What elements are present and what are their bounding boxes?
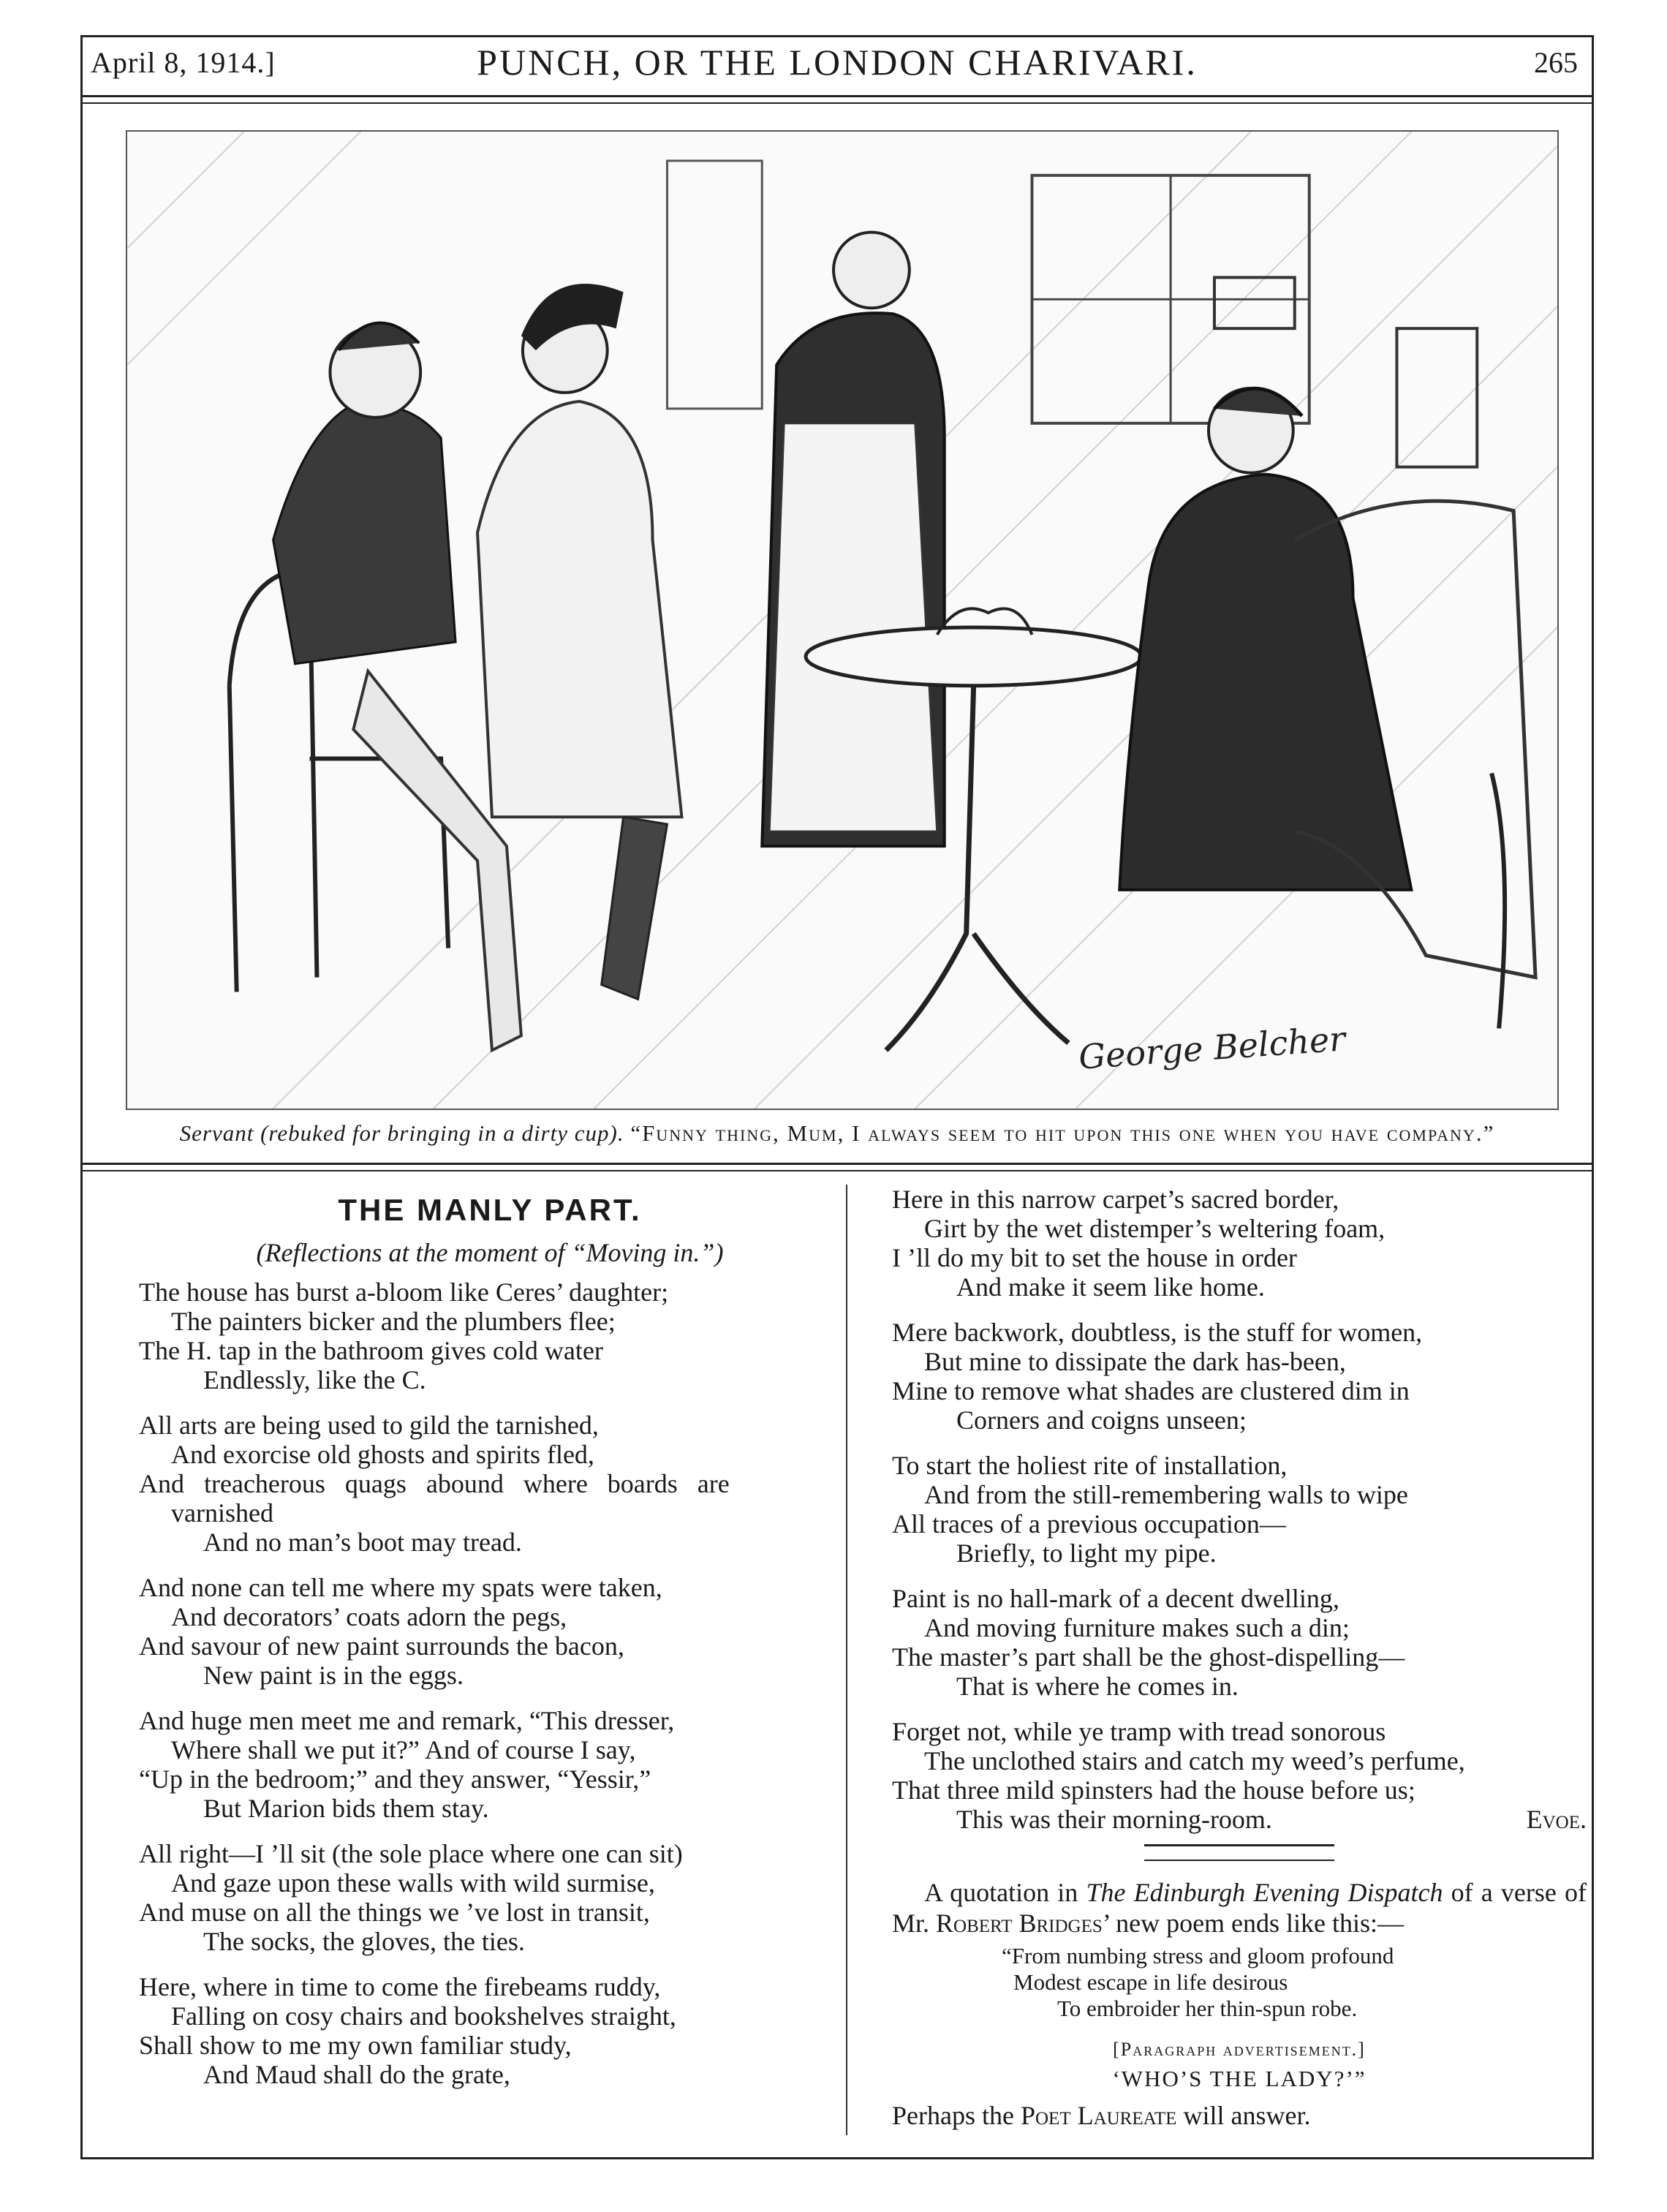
poem-line: Here in this narrow carpet’s sacred border, xyxy=(892,1185,1339,1214)
paragraph-text: will answer. xyxy=(1176,2101,1311,2130)
poem-stanza xyxy=(892,1584,1587,1701)
paragraph-text: Perhaps the xyxy=(892,2101,1021,2130)
poem-line: New paint is in the eggs. xyxy=(203,1661,464,1690)
poem-line: Girt by the wet distemper’s weltering foam, xyxy=(924,1214,1386,1243)
cartoon-drawing-icon xyxy=(127,132,1557,1109)
cartoon-caption xyxy=(80,1120,1594,1147)
column-divider xyxy=(846,1185,847,2135)
issue-date: April 8, 1914.] xyxy=(91,46,276,79)
poem-line: Shall show to me my own familiar study, xyxy=(139,2031,572,2060)
poem-stanza xyxy=(139,1411,841,1557)
poem-line: And exorcise old ghosts and spirits fled, xyxy=(171,1440,594,1469)
page-number: 265 xyxy=(1534,46,1578,79)
poem-stanza xyxy=(892,1451,1587,1568)
paragraph-text: A quotation in xyxy=(924,1878,1086,1907)
page-header xyxy=(80,38,1594,94)
poem-line: And from the still-remembering walls to wipe xyxy=(924,1480,1408,1509)
poem-line: And huge men meet me and remark, “This dresser, xyxy=(139,1706,675,1735)
poem-stanza xyxy=(139,1972,841,2089)
poem-line: Paint is no hall-mark of a decent dwelling, xyxy=(892,1584,1339,1613)
quotation-paragraph xyxy=(892,1877,1587,1939)
caption-quote: “Funny thing, Mum, I always seem to hit upon this one when you have company.” xyxy=(630,1120,1495,1146)
poem-author: Evoe. xyxy=(1526,1805,1587,1834)
poem-stanza xyxy=(139,1277,841,1394)
artist-signature: George Belcher xyxy=(1077,1019,1347,1077)
poet-name: Robert Bridges xyxy=(936,1909,1103,1938)
poem-line: And moving furniture makes such a din; xyxy=(924,1613,1350,1642)
poem-line: But Marion bids them stay. xyxy=(203,1794,489,1823)
caption-rule-lower xyxy=(82,1170,1592,1171)
poem-line: The house has burst a-bloom like Ceres’ daughter; xyxy=(139,1277,669,1307)
poem-line: Forget not, while ye tramp with tread sonorous xyxy=(892,1717,1386,1746)
poem-line: Corners and coigns unseen; xyxy=(956,1405,1247,1435)
poem-line: Falling on cosy chairs and bookshelves straight, xyxy=(171,2001,676,2031)
poem-line: All right—I ’ll sit (the sole place where one can sit) xyxy=(139,1839,683,1868)
poem-line: And none can tell me where my spats were taken, xyxy=(139,1573,662,1602)
poem-line: Where shall we put it?” And of course I say, xyxy=(171,1735,636,1764)
poem-line: Here, where in time to come the firebeams ruddy, xyxy=(139,1972,661,2001)
poem-line: The painters bicker and the plumbers flee; xyxy=(171,1307,616,1336)
poem-subtitle: (Reflections at the moment of “Moving in.”) xyxy=(256,1238,724,1267)
final-line-with-signature xyxy=(892,1805,1587,1834)
poem-line: And muse on all the things we ’ve lost in transit, xyxy=(139,1898,650,1927)
poem-line: “Up in the bedroom;” and they answer, “Yessir,” xyxy=(139,1764,651,1794)
paragraph-text: of a verse of Mr. xyxy=(892,1878,1587,1938)
poem-line: The master’s part shall be the ghost-dispelling— xyxy=(892,1642,1405,1672)
poem-column-right xyxy=(892,1185,1587,2130)
poem-line: To start the holiest rite of installation, xyxy=(892,1451,1288,1480)
header-rule xyxy=(82,95,1592,97)
poem-line: And no man’s boot may tread. xyxy=(203,1528,522,1557)
poem-stanza xyxy=(139,1573,841,1690)
poem-line: The unclothed stairs and catch my weed’s perfume, xyxy=(924,1746,1465,1775)
poem-line: But mine to dissipate the dark has-been, xyxy=(924,1347,1346,1376)
poem-line: Endlessly, like the C. xyxy=(203,1365,426,1394)
poem-line: Briefly, to light my pipe. xyxy=(956,1539,1217,1568)
section-separator xyxy=(1144,1844,1334,1846)
caption-speaker: Servant (rebuked for bringing in a dirty cup). xyxy=(179,1120,624,1146)
poem-line: All traces of a previous occupation— xyxy=(892,1509,1286,1539)
poem-line: The socks, the gloves, the ties. xyxy=(203,1927,525,1956)
paragraph-text: ’ new poem ends like this:— xyxy=(1102,1909,1405,1938)
poem-line: And savour of new paint surrounds the bacon, xyxy=(139,1631,624,1661)
poem-title: THE MANLY PART. xyxy=(338,1193,642,1227)
poem-stanza xyxy=(892,1717,1587,1834)
quoted-verse xyxy=(1002,1943,1587,2022)
poem-line: And decorators’ coats adorn the pegs, xyxy=(171,1602,567,1631)
caption-rule xyxy=(82,1163,1592,1165)
poem-line: Mine to remove what shades are clustered dim in xyxy=(892,1376,1410,1405)
section-separator-lower xyxy=(1144,1860,1334,1861)
closing-line xyxy=(892,2101,1587,2130)
poem-line: And treacherous quags abound where boards are xyxy=(139,1469,730,1498)
poem-stanza xyxy=(139,1839,841,1956)
poem-line: And make it seem like home. xyxy=(956,1272,1265,1302)
poem-stanza xyxy=(892,1318,1587,1435)
poem-line: And Maud shall do the grate, xyxy=(203,2060,510,2089)
poem-line: The H. tap in the bathroom gives cold water xyxy=(139,1336,603,1365)
poem-line: Mere backwork, doubtless, is the stuff for women, xyxy=(892,1318,1423,1347)
poem-stanza xyxy=(892,1185,1587,1302)
quoted-line: Modest escape in life desirous xyxy=(1013,1969,1288,1995)
poem-line: All arts are being used to gild the tarnished, xyxy=(139,1411,599,1440)
advertisement-label: [Paragraph advertisement.] xyxy=(1113,2039,1366,2060)
poem-line: varnished xyxy=(171,1498,273,1528)
poem-line: And gaze upon these walls with wild surmise, xyxy=(171,1868,655,1898)
quoted-line: “From numbing stress and gloom profound xyxy=(1002,1943,1394,1968)
advertisement-title: ‘WHO’S THE LADY?’” xyxy=(1112,2066,1367,2091)
poem-line: That is where he comes in. xyxy=(956,1672,1239,1701)
poem-line: This was their morning-room. xyxy=(956,1805,1272,1834)
header-rule-lower xyxy=(82,102,1592,104)
magazine-title: PUNCH, OR THE LONDON CHARIVARI. xyxy=(477,42,1198,83)
poem-column-left xyxy=(139,1193,841,2105)
quoted-line: To embroider her thin-spun robe. xyxy=(1057,1996,1358,2021)
newspaper-name: The Edinburgh Evening Dispatch xyxy=(1086,1878,1443,1907)
poem-line: That three mild spinsters had the house before us; xyxy=(892,1775,1415,1805)
laureate-title: Poet Laureate xyxy=(1020,2101,1177,2130)
poem-line: I ’ll do my bit to set the house in order xyxy=(892,1243,1297,1272)
poem-stanza xyxy=(139,1706,841,1823)
cartoon-illustration xyxy=(126,130,1559,1110)
